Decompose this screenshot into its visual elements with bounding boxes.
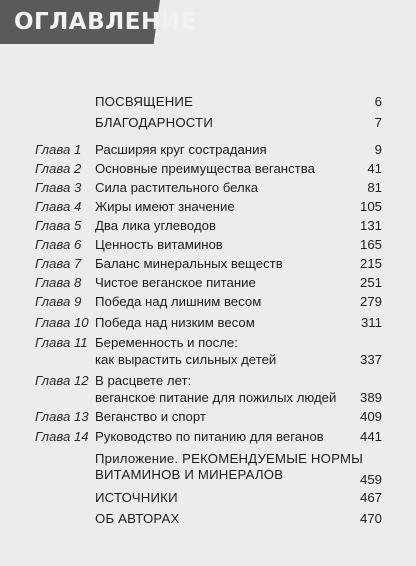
entry-page: 105 [359, 199, 382, 214]
chapter-label: Глава 3 [35, 180, 82, 195]
entry-page: 389 [359, 390, 382, 405]
entry-page: 9 [374, 142, 382, 157]
entry-title: ИСТОЧНИКИ [95, 490, 178, 505]
entry-title: Расширяя круг сострадания [95, 142, 267, 157]
entry-page: 311 [360, 315, 382, 330]
entry-title: Чистое веганское питание [95, 275, 256, 290]
entry-page: 409 [359, 409, 382, 424]
entry-title: ОБ АВТОРАХ [95, 511, 180, 526]
entry-title-line2: веганское питание для пожилых людей [95, 390, 337, 405]
entry-title: Сила растительного белка [95, 180, 259, 195]
entry-title: Веганство и спорт [95, 409, 206, 424]
entry-page: 441 [359, 429, 382, 444]
chapter-label: Глава 11 [35, 335, 88, 350]
entry-title: Беременность и после: [95, 335, 238, 350]
entry-page: 81 [367, 180, 382, 195]
chapter-label: Глава 12 [35, 373, 89, 388]
entry-title-line2: ВИТАМИНОВ И МИНЕРАЛОВ [95, 467, 284, 482]
entry-title: Победа над лишним весом [95, 294, 262, 309]
chapter-label: Глава 14 [35, 429, 89, 444]
entry-title: Победа над низким весом [95, 315, 255, 330]
entry-title: Основные преимущества веганства [95, 161, 315, 176]
chapter-label: Глава 10 [35, 315, 89, 330]
entry-page: 251 [359, 275, 382, 290]
entry-page: 279 [359, 294, 382, 309]
chapter-label: Глава 13 [35, 409, 89, 424]
entry-page: 41 [367, 161, 382, 176]
entry-page: 131 [359, 218, 382, 233]
entry-page: 467 [359, 490, 382, 505]
chapter-label: Глава 7 [35, 256, 82, 271]
chapter-label: Глава 8 [35, 275, 82, 290]
chapter-label: Глава 5 [35, 218, 82, 233]
entry-page: 165 [359, 237, 382, 252]
entry-title: ПОСВЯЩЕНИЕ [95, 94, 194, 109]
entry-title-line2: как вырастить сильных детей [95, 352, 277, 367]
chapter-label: Глава 9 [35, 294, 82, 309]
entry-page: 470 [359, 511, 382, 526]
chapter-label: Глава 4 [35, 199, 82, 214]
entry-page: 215 [359, 256, 382, 271]
entry-title: Баланс минеральных веществ [95, 256, 283, 271]
chapter-label: Глава 6 [35, 237, 82, 252]
page-title: ОГЛАВЛЕНИЕ [14, 9, 197, 35]
entry-page: 337 [359, 352, 382, 367]
entry-title: В расцвете лет: [95, 373, 192, 388]
entry-title: Два лика углеводов [95, 218, 216, 233]
entry-title: БЛАГОДАРНОСТИ [95, 115, 213, 130]
entry-page: 459 [359, 472, 382, 487]
entry-title: Ценность витаминов [95, 237, 223, 252]
entry-title: Руководство по питанию для веганов [95, 429, 324, 444]
entry-page: 6 [374, 94, 382, 109]
chapter-label: Глава 2 [35, 161, 82, 176]
entry-title: Жиры имеют значение [95, 199, 235, 214]
entry-title: Приложение. РЕКОМЕНДУЕМЫЕ НОРМЫ [95, 451, 364, 466]
chapter-label: Глава 1 [35, 142, 82, 157]
entry-page: 7 [374, 115, 382, 130]
